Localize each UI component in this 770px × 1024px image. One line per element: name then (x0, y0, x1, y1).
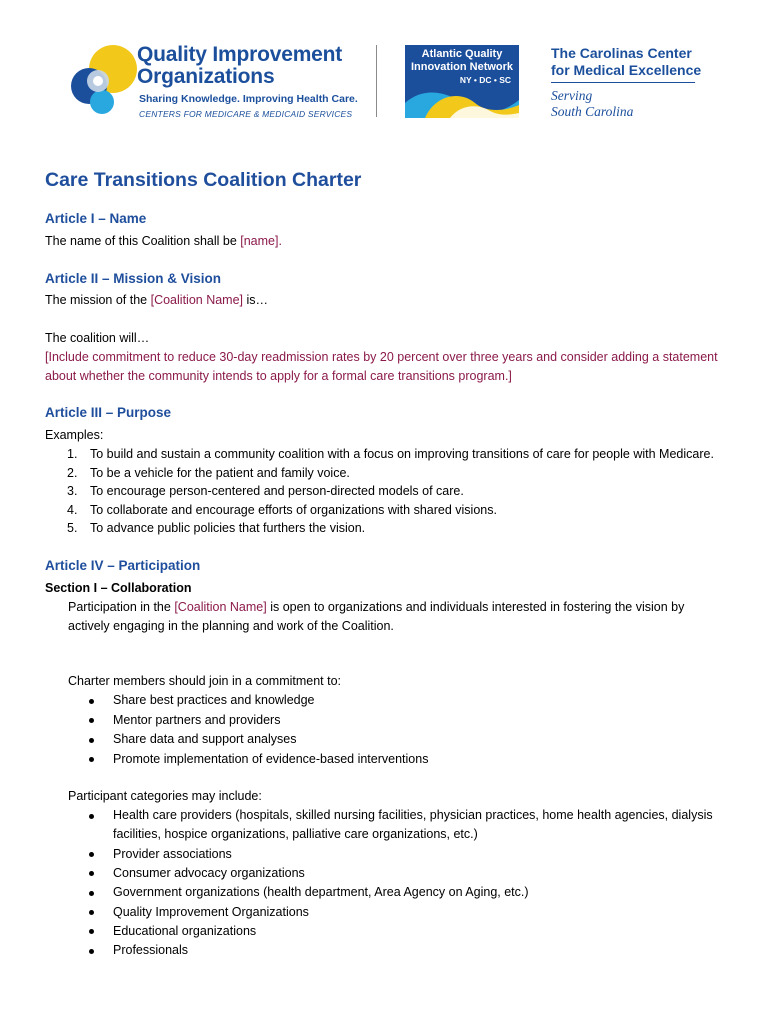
bullet-item-text: facilities, hospice organizations, palliative care organizations, etc.) (113, 827, 478, 842)
bullet-icon (89, 738, 94, 743)
header-divider (376, 45, 377, 117)
bullet-icon (89, 814, 94, 819)
bullet-item-text: Professionals (113, 943, 189, 958)
bullet-item-text: Quality Improvement Organizations (113, 904, 309, 919)
bullet-item-text: Mentor partners and providers (113, 712, 281, 727)
bullet-icon (89, 718, 94, 723)
bullet-item (113, 845, 232, 865)
article-1-heading: Article I – Name (45, 211, 147, 226)
purpose-item-text: To collaborate and encourage efforts of organizations with shared visions. (90, 502, 497, 517)
bullet-item (113, 825, 478, 845)
collaboration-text-line1: Participation in the [Coalition Name] is open to organizations and individuals interested in fostering the vision by (68, 600, 685, 614)
collaboration-text-line2: actively engaging in the planning and work of the Coalition. (68, 619, 394, 633)
commitment-note-line2: about whether the community intends to apply for a formal care transitions program.] (45, 369, 512, 383)
aqin-name: Atlantic Quality Innovation Network (410, 48, 514, 73)
purpose-item-number: 4. (67, 502, 78, 517)
article-2-heading: Article II – Mission & Vision (45, 271, 222, 286)
article-4-heading: Article IV – Participation (45, 558, 201, 573)
purpose-item-number: 3. (67, 484, 78, 498)
bullet-item (113, 806, 713, 826)
bullet-item-text: Health care providers (hospitals, skilled nursing facilities, physician practices, home health agencies, dialysis (113, 808, 713, 822)
qio-title: Quality Improvement Organizations (137, 43, 343, 88)
bullet-item (113, 903, 309, 923)
examples-label: Examples: (45, 428, 104, 442)
purpose-item-text: To build and sustain a community coalition with a focus on improving transitions of care for people with Medicare. (90, 447, 714, 461)
bullet-icon (89, 910, 94, 915)
qio-logo-icon (68, 42, 140, 114)
bullet-item-text: Educational organizations (113, 923, 257, 938)
document-header (0, 0, 770, 150)
aqin-logo (405, 45, 519, 118)
bullet-icon (89, 852, 94, 857)
bullet-item (113, 691, 315, 711)
bullet-item (113, 864, 305, 884)
commitment-note-line1: [Include commitment to reduce 30-day readmission rates by 20 percent over three years and consider adding a statement (45, 350, 718, 364)
mission-text: The mission of the [Coalition Name] is… (45, 293, 269, 307)
bullet-item (113, 941, 188, 961)
aqin-states: NY • DC • SC (459, 75, 511, 85)
purpose-item-number: 2. (67, 465, 78, 480)
bullet-icon (89, 699, 94, 704)
ccme-rule (551, 82, 695, 83)
section-1-heading: Section I – Collaboration (45, 581, 192, 595)
name-placeholder: [name]. (240, 234, 282, 248)
qio-tagline: Sharing Knowledge. Improving Health Care. (139, 93, 358, 105)
document-body (45, 166, 735, 958)
purpose-item-text: To advance public policies that furthers the vision. (90, 521, 366, 535)
bullet-icon (89, 871, 94, 876)
bullet-item (113, 730, 296, 750)
categories-intro: Participant categories may include: (68, 789, 262, 803)
article-3-heading: Article III – Purpose (45, 405, 172, 420)
bullet-icon (89, 757, 94, 762)
coalition-will-text: The coalition will… (45, 331, 150, 345)
bullet-icon (89, 891, 94, 896)
page-title: Care Transitions Coalition Charter (45, 169, 362, 191)
bullet-item (113, 922, 256, 942)
ccme-serving: Serving South Carolina (551, 88, 634, 119)
bullet-item-text: Consumer advocacy organizations (113, 865, 305, 880)
qio-cms-label: CENTERS FOR MEDICARE & MEDICAID SERVICES (139, 109, 353, 119)
purpose-item-text: To encourage person-centered and person-directed models of care. (90, 484, 464, 498)
bullet-item (113, 711, 280, 731)
bullet-item (113, 883, 529, 903)
purpose-item-number: 5. (67, 521, 78, 535)
bullet-icon (89, 929, 94, 934)
bullet-item-text: Provider associations (113, 846, 232, 861)
purpose-item-number: 1. (67, 447, 78, 461)
bullet-icon (89, 949, 94, 954)
ccme-name: The Carolinas Center for Medical Excellence (551, 45, 702, 78)
bullet-item-text: Share data and support analyses (113, 732, 297, 746)
bullet-item-text: Promote implementation of evidence-based interventions (113, 751, 429, 766)
charter-intro: Charter members should join in a commitment to: (68, 674, 342, 688)
bullet-item (113, 750, 428, 770)
purpose-item-text: To be a vehicle for the patient and family voice. (90, 465, 350, 480)
article-1-text: The name of this Coalition shall be [name]. (45, 234, 282, 248)
bullet-item-text: Government organizations (health department, Area Agency on Aging, etc.) (113, 885, 529, 900)
bullet-item-text: Share best practices and knowledge (113, 693, 315, 707)
